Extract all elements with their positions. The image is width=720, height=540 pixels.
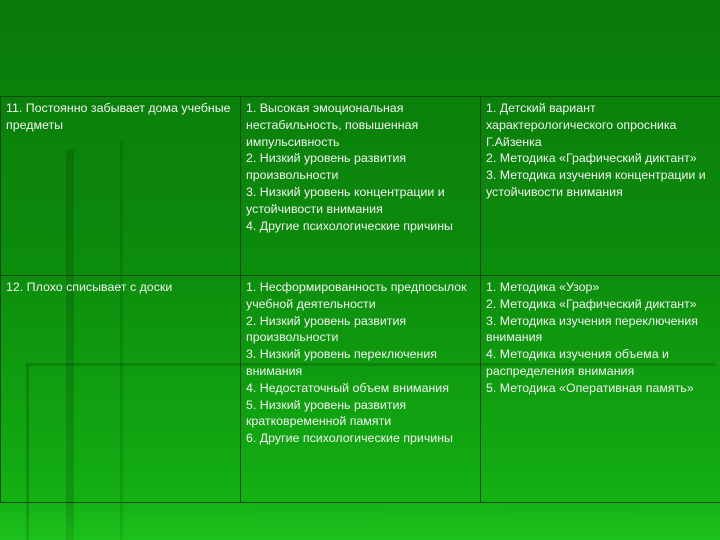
causes-cell: 1. Несформированность предпосылок учебной деятельности 2. Низкий уровень развития произвольности 3. Низкий уровень переключения внимания 4. Недостаточный объем внимания 5. Низкий уровень развития кратковременной памяти 6. Другие психологические причины xyxy=(241,276,481,503)
table-row xyxy=(1,276,720,503)
causes-cell: 1. Высокая эмоциональная нестабильность, повышенная импульсивность 2. Низкий уровень развития произвольности 3. Низкий уровень концентрации и устойчивости внимания 4. Другие психологические причины xyxy=(241,97,481,276)
problem-cell: 11. Постоянно забывает дома учебные предметы xyxy=(1,97,241,276)
table-row xyxy=(1,97,720,276)
methods-cell: 1. Детский вариант характерологического опросника Г.Айзенка 2. Методика «Графический диктант» 3. Методика изучения концентрации и устойчивости внимания xyxy=(481,97,720,276)
methods-cell: 1. Методика «Узор» 2. Методика «Графический диктант» 3. Методика изучения переключения внимания 4. Методика изучения объема и распределения внимания 5. Методика «Оперативная память» xyxy=(481,276,720,503)
problem-cell: 12. Плохо списывает с доски xyxy=(1,276,241,503)
diagnostics-table xyxy=(0,96,720,503)
background-glow xyxy=(0,500,720,540)
